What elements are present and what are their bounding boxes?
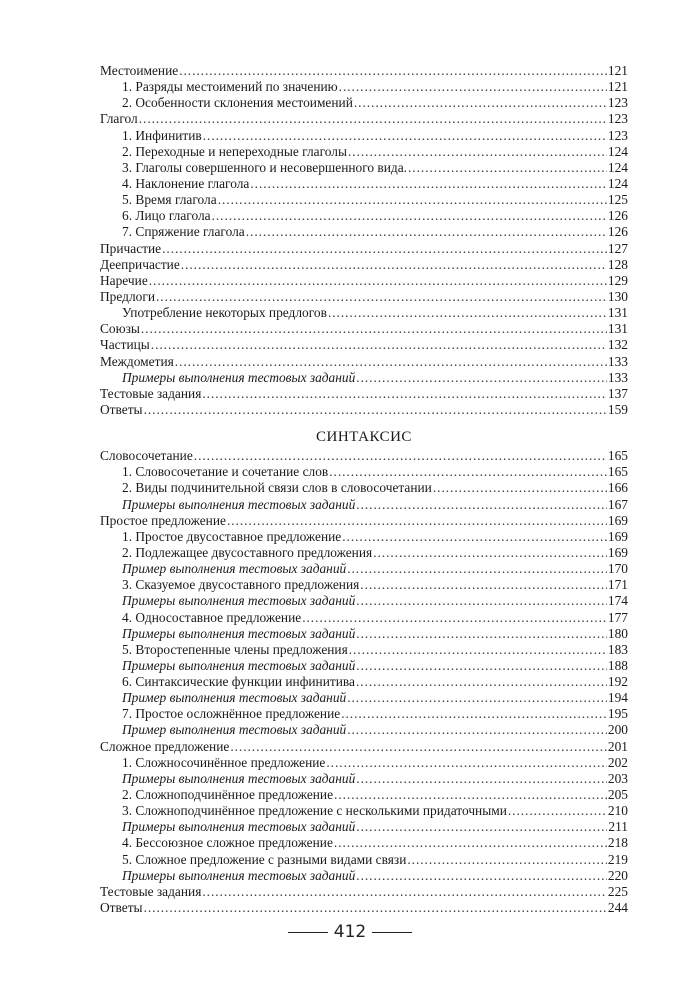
toc-entry-page: 131 [607,305,628,321]
toc-entry-title: 6. Синтаксические функции инфинитива [122,674,355,690]
dot-leader [162,241,607,257]
dot-leader [356,674,607,690]
dot-leader [250,176,607,192]
toc-entry[interactable] [100,386,628,402]
toc-entry-title: 4. Бессоюзное сложное предложение [122,835,333,851]
dot-leader [181,257,607,273]
page-number: 412 [333,922,367,942]
toc-entry-page: 220 [607,867,628,883]
dot-leader [230,739,607,755]
toc-entry[interactable] [100,273,628,289]
toc-entry-title: Наречие [100,272,148,288]
toc-entry[interactable] [100,289,628,305]
toc-entry[interactable] [100,835,628,851]
dot-leader [407,852,607,868]
dot-leader [339,79,607,95]
toc-entry-title: 1. Сложносочинённое предложение [122,754,326,770]
toc-entry[interactable] [100,610,628,626]
toc-entry-title: 4. Односоставное предложение [122,609,302,625]
toc-entry-page: 129 [607,272,628,288]
toc-entry-page: 166 [607,480,628,496]
toc-entry[interactable] [100,128,628,144]
toc-entry[interactable] [100,192,628,208]
toc-entry-page: 123 [607,95,628,111]
dot-leader [342,529,607,545]
toc-entry-page: 128 [607,256,628,272]
toc-entry-page: 200 [607,722,628,738]
toc-entry-page: 195 [607,706,628,722]
dot-leader [356,593,607,609]
toc-entry-title: 1. Разряды местоимений по значению [122,79,338,95]
toc-entry-page: 121 [607,63,628,78]
toc-entry-title: Примеры выполнения тестовых заданий [122,593,356,609]
toc-entry-page: 194 [607,690,628,706]
toc-entry-title: 2. Переходные и непереходные глаголы [122,143,347,159]
dot-leader [356,868,607,884]
toc-entry[interactable] [100,561,628,577]
toc-entry-title: 5. Второстепенные члены предложения [122,641,348,657]
toc-entry-title: Словосочетание [100,448,193,464]
toc-entry-page: 244 [607,900,628,916]
toc-entry-title: Предлоги [100,288,155,304]
toc-entry[interactable] [100,771,628,787]
toc-entry-title: Примеры выполнения тестовых заданий [122,496,356,512]
toc-entry[interactable] [100,160,628,176]
toc-entry[interactable] [100,626,628,642]
dot-leader [356,626,607,642]
dot-leader [356,497,607,513]
toc-entry-title: 7. Простое осложнённое предложение [122,706,341,722]
table-of-contents [100,63,628,916]
section-heading-syntax: СИНТАКСИС [316,429,412,446]
dot-leader [334,835,607,851]
toc-entry-page: 126 [607,224,628,240]
toc-entry[interactable] [100,690,628,706]
dot-leader [246,224,607,240]
toc-entry[interactable] [100,658,628,674]
toc-entry-title: Примеры выполнения тестовых заданий [122,625,356,641]
toc-entry-page: 165 [607,448,628,464]
dot-leader [347,722,607,738]
toc-entry[interactable] [100,593,628,609]
toc-entry[interactable] [100,852,628,868]
toc-entry-title: 2. Подлежащее двусоставного предложения [122,544,373,560]
toc-entry-page: 123 [607,111,628,127]
toc-entry[interactable] [100,755,628,771]
toc-entry-title: 3. Глаголы совершенного и несовершенного вида. [122,159,408,175]
dot-leader [156,289,607,305]
toc-entry[interactable] [100,63,628,79]
toc-entry[interactable] [100,787,628,803]
dot-leader [141,321,607,337]
dot-leader [341,706,607,722]
toc-entry[interactable] [100,545,628,561]
toc-entry-page: 171 [607,577,628,593]
toc-entry-title: 2. Сложноподчинённое предложение [122,787,334,803]
toc-entry-title: Ответы [100,401,143,417]
toc-entry-page: 137 [607,385,628,401]
dot-leader [356,771,607,787]
toc-entry-title: Местоимение [100,63,179,78]
toc-entry-title: 5. Сложное предложение с разными видами связи [122,851,407,867]
toc-entry[interactable] [100,95,628,111]
toc-entry[interactable] [100,321,628,337]
toc-entry-title: Употребление некоторых предлогов [122,305,327,321]
dot-leader [144,900,607,916]
toc-entry-page: 130 [607,288,628,304]
toc-entry[interactable] [100,144,628,160]
toc-entry[interactable] [100,241,628,257]
toc-entry[interactable] [100,402,628,418]
dot-leader [347,561,607,577]
dot-leader [348,144,607,160]
toc-entry[interactable] [100,111,628,127]
toc-entry-title: Пример выполнения тестовых заданий [122,722,347,738]
toc-entry[interactable] [100,884,628,900]
toc-entry[interactable] [100,642,628,658]
toc-entry[interactable] [100,739,628,755]
dot-leader [179,63,607,79]
toc-entry[interactable] [100,257,628,273]
dot-leader [151,337,607,353]
toc-entry-title: Примеры выполнения тестовых заданий [122,657,356,673]
toc-entry-title: 3. Сложноподчинённое предложение с несколькими придаточными [122,803,507,819]
toc-entry[interactable] [100,354,628,370]
toc-entry[interactable] [100,448,628,464]
toc-entry-title: Причастие [100,240,162,256]
toc-entry[interactable] [100,79,628,95]
toc-entry[interactable] [100,480,628,496]
toc-entry-title: Тестовые задания [100,883,202,899]
toc-entry-title: 1. Инфинитив [122,127,202,143]
dot-leader [218,192,607,208]
dot-leader [212,208,607,224]
toc-entry[interactable] [100,176,628,192]
toc-entry[interactable] [100,464,628,480]
toc-entry-page: 126 [607,208,628,224]
toc-entry-page: 125 [607,192,628,208]
toc-entry-title: Пример выполнения тестовых заданий [122,561,347,577]
dot-leader [302,610,607,626]
toc-entry-page: 131 [607,321,628,337]
toc-entry-title: 1. Простое двусоставное предложение [122,528,342,544]
dot-leader [433,480,607,496]
toc-entry-page: 169 [607,544,628,560]
dot-leader [356,658,607,674]
dot-leader [139,111,607,127]
toc-entry-page: 124 [607,159,628,175]
dot-leader [326,755,607,771]
toc-entry-title: 5. Время глагола [122,192,217,208]
toc-entry-page: 188 [607,657,628,673]
toc-entry-page: 121 [607,79,628,95]
toc-entry-title: Примеры выполнения тестовых заданий [122,770,356,786]
toc-entry-page: 201 [607,738,628,754]
toc-entry-title: Союзы [100,321,140,337]
toc-entry-page: 123 [607,127,628,143]
toc-entry-title: 2. Виды подчинительной связи слов в словосочетании [122,480,432,496]
toc-entry-title: Тестовые задания [100,385,202,401]
toc-entry-page: 202 [607,754,628,770]
toc-section-morphology [100,63,628,418]
toc-entry-title: 1. Словосочетание и сочетание слов [122,464,329,480]
toc-entry-title: 2. Особенности склонения местоимений [122,95,353,111]
toc-entry[interactable] [100,674,628,690]
toc-entry-page: 159 [607,401,628,417]
dot-leader [508,803,607,819]
toc-entry[interactable] [100,305,628,321]
footer-dash-left [288,932,328,933]
dot-leader [194,448,607,464]
toc-entry-page: 180 [607,625,628,641]
dot-leader [354,95,607,111]
dot-leader [408,160,607,176]
toc-entry[interactable] [100,868,628,884]
toc-entry[interactable] [100,900,628,916]
dot-leader [334,787,607,803]
page-footer [0,922,700,942]
toc-entry-page: 210 [607,803,628,819]
dot-leader [149,273,607,289]
toc-entry[interactable] [100,513,628,529]
toc-entry-title: Примеры выполнения тестовых заданий [122,369,356,385]
toc-entry-title: Примеры выполнения тестовых заданий [122,867,356,883]
toc-entry-page: 177 [607,609,628,625]
toc-entry-page: 225 [607,883,628,899]
toc-entry-page: 132 [607,337,628,353]
toc-entry-title: Простое предложение [100,512,226,528]
toc-entry-page: 133 [607,353,628,369]
toc-entry-title: Междометия [100,353,174,369]
dot-leader [347,690,607,706]
dot-leader [356,819,607,835]
toc-entry-title: Глагол [100,111,138,127]
toc-entry-title: Деепричастие [100,256,180,272]
toc-entry[interactable] [100,224,628,240]
toc-entry-title: Частицы [100,337,150,353]
toc-entry-page: 167 [607,496,628,512]
toc-entry-page: 174 [607,593,628,609]
dot-leader [227,513,607,529]
toc-entry[interactable] [100,803,628,819]
toc-entry-page: 211 [608,819,628,835]
dot-leader [356,370,607,386]
toc-entry[interactable] [100,722,628,738]
toc-entry[interactable] [100,337,628,353]
toc-entry-page: 192 [607,674,628,690]
footer-dash-right [372,932,412,933]
dot-leader [202,386,607,402]
dot-leader [373,545,607,561]
toc-entry-page: 169 [607,512,628,528]
toc-entry-title: Пример выполнения тестовых заданий [122,690,347,706]
dot-leader [329,464,607,480]
toc-entry[interactable] [100,706,628,722]
toc-entry[interactable] [100,819,628,835]
toc-entry[interactable] [100,370,628,386]
toc-entry-page: 127 [607,240,628,256]
toc-entry-page: 219 [607,851,628,867]
toc-entry[interactable] [100,529,628,545]
toc-entry-page: 169 [607,528,628,544]
toc-entry-page: 170 [607,561,628,577]
toc-entry-page: 183 [607,641,628,657]
toc-entry-page: 218 [607,835,628,851]
dot-leader [202,884,607,900]
toc-entry-title: 6. Лицо глагола [122,208,211,224]
toc-entry-title: 4. Наклонение глагола [122,175,250,191]
toc-entry[interactable] [100,208,628,224]
toc-entry-title: Ответы [100,900,143,916]
toc-entry-page: 203 [607,770,628,786]
toc-entry-title: 7. Спряжение глагола [122,224,245,240]
dot-leader [349,642,607,658]
dot-leader [328,305,607,321]
toc-entry[interactable] [100,577,628,593]
toc-entry-title: Сложное предложение [100,738,230,754]
dot-leader [144,402,607,418]
dot-leader [360,577,607,593]
toc-entry[interactable] [100,497,628,513]
toc-entry-title: Примеры выполнения тестовых заданий [122,819,356,835]
toc-entry-page: 205 [607,787,628,803]
toc-entry-page: 165 [607,464,628,480]
toc-entry-page: 124 [607,143,628,159]
toc-entry-page: 124 [607,175,628,191]
toc-section-syntax [100,448,628,916]
toc-entry-page: 133 [607,369,628,385]
dot-leader [203,128,607,144]
dot-leader [175,354,607,370]
toc-entry-title: 3. Сказуемое двусоставного предложения [122,577,360,593]
